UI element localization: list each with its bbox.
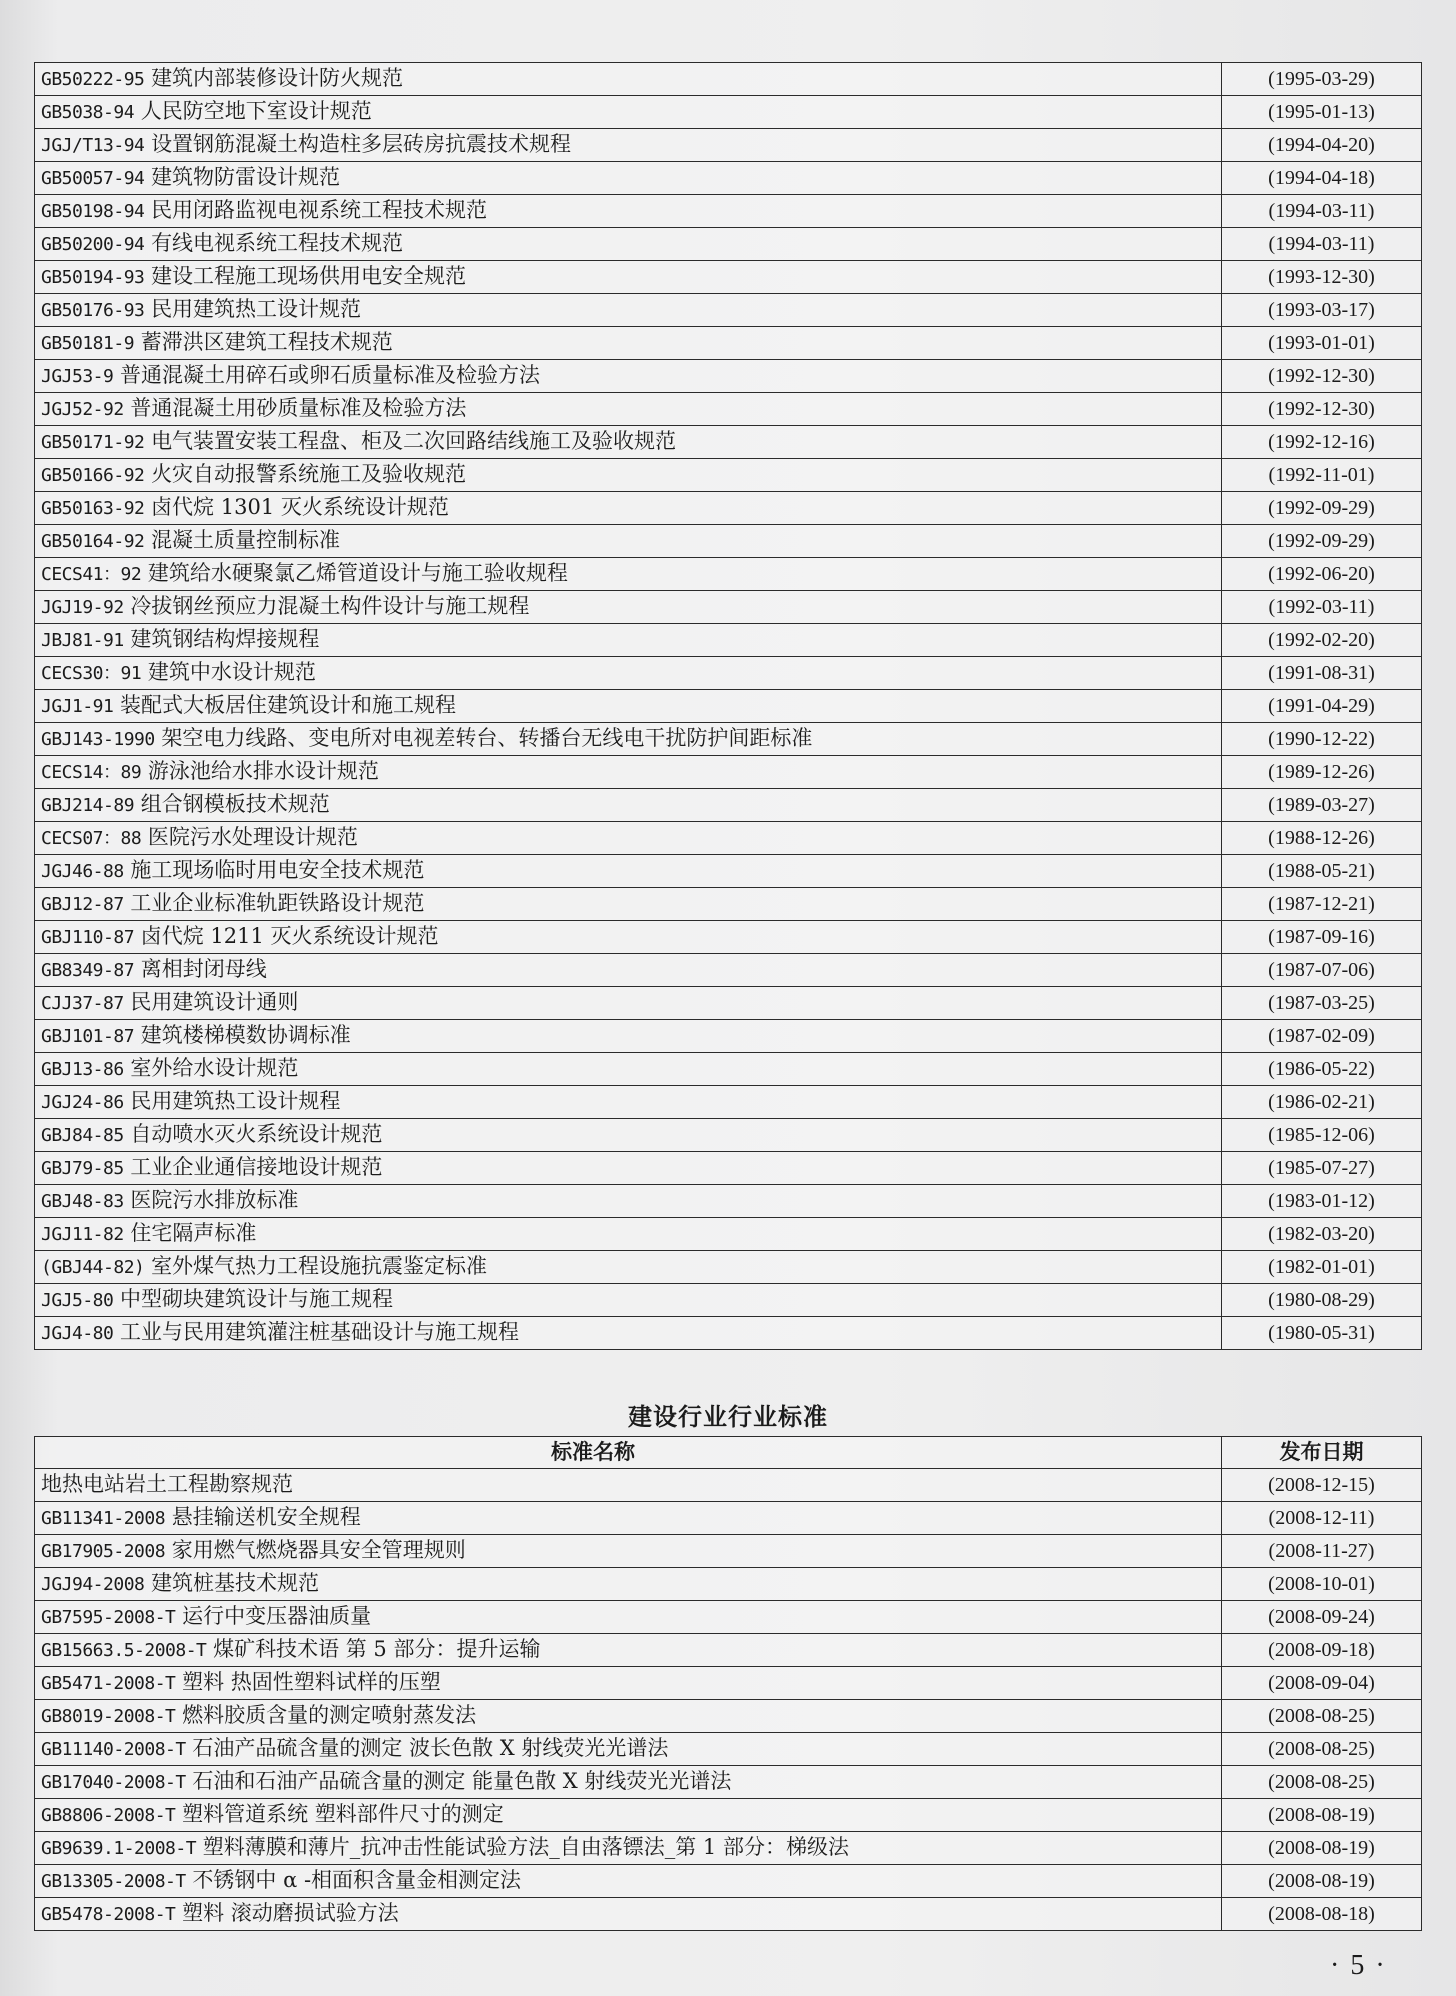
table-row xyxy=(35,921,1422,954)
publish-date: (1993-12-30) xyxy=(1222,261,1422,294)
standard-name-cell xyxy=(35,129,1222,162)
standard-code: GBJ12-87 xyxy=(41,894,124,915)
publish-date: (1986-02-21) xyxy=(1222,1086,1422,1119)
standard-name-cell xyxy=(35,1799,1222,1832)
publish-date: (1987-07-06) xyxy=(1222,954,1422,987)
publish-date: (1992-09-29) xyxy=(1222,492,1422,525)
header-standard-name: 标准名称 xyxy=(35,1437,1222,1469)
table-row xyxy=(35,1053,1422,1086)
standard-code: JGJ11-82 xyxy=(41,1224,124,1245)
standard-title: 建筑中水设计规范 xyxy=(147,660,316,684)
table-row xyxy=(35,426,1422,459)
table-row xyxy=(35,1469,1422,1502)
standard-name-cell xyxy=(35,1251,1222,1284)
standard-name-cell xyxy=(35,492,1222,525)
standard-code: GB9639.1-2008-T xyxy=(41,1838,197,1859)
table-row xyxy=(35,1766,1422,1799)
standard-name-cell xyxy=(35,822,1222,855)
publish-date: (1992-09-29) xyxy=(1222,525,1422,558)
standard-name-cell xyxy=(35,1898,1222,1931)
standard-name-cell xyxy=(35,459,1222,492)
publish-date: (2008-12-11) xyxy=(1222,1502,1422,1535)
standard-code: GB50171-92 xyxy=(41,432,145,453)
standard-title: 室外煤气热力工程设施抗震鉴定标准 xyxy=(151,1254,488,1278)
standard-code: GB8806-2008-T xyxy=(41,1805,176,1826)
standard-code: JGJ24-86 xyxy=(41,1092,124,1113)
publish-date: (1982-03-20) xyxy=(1222,1218,1422,1251)
publish-date: (1988-05-21) xyxy=(1222,855,1422,888)
standard-name-cell xyxy=(35,1119,1222,1152)
table-row xyxy=(35,1502,1422,1535)
standard-title: 工业企业通信接地设计规范 xyxy=(130,1155,383,1179)
standard-name-cell xyxy=(35,1766,1222,1799)
standard-title: 燃料胶质含量的测定喷射蒸发法 xyxy=(182,1703,477,1727)
publish-date: (1988-12-26) xyxy=(1222,822,1422,855)
standard-title: 民用建筑热工设计规程 xyxy=(130,1089,341,1113)
standard-title: 电气装置安装工程盘、柜及二次回路结线施工及验收规范 xyxy=(151,429,677,453)
standard-title: 游泳池给水排水设计规范 xyxy=(147,759,379,783)
standard-title: 运行中变压器油质量 xyxy=(182,1604,372,1628)
standard-title: 冷拔钢丝预应力混凝土构件设计与施工规程 xyxy=(130,594,530,618)
standard-name-cell xyxy=(35,1152,1222,1185)
standard-name-cell xyxy=(35,591,1222,624)
standard-title: 塑料 热固性塑料试样的压塑 xyxy=(182,1670,441,1694)
table-row xyxy=(35,228,1422,261)
standard-code: GB50057-94 xyxy=(41,168,145,189)
table-row xyxy=(35,129,1422,162)
standard-name-cell xyxy=(35,393,1222,426)
standard-code: GB50198-94 xyxy=(41,201,145,222)
standard-title: 蓄滞洪区建筑工程技术规范 xyxy=(140,330,393,354)
table-row xyxy=(35,1152,1422,1185)
standard-title: 地热电站岩土工程勘察规范 xyxy=(41,1472,293,1496)
standard-name-cell xyxy=(35,63,1222,96)
standard-title: 组合钢模板技术规范 xyxy=(140,792,330,816)
standard-name-cell xyxy=(35,96,1222,129)
standard-code: GB8349-87 xyxy=(41,960,135,981)
standard-code: CECS41：92 xyxy=(41,564,142,585)
standard-title: 工业与民用建筑灌注桩基础设计与施工规程 xyxy=(120,1320,520,1344)
standard-code: GB11341-2008 xyxy=(41,1508,166,1529)
standard-name-cell xyxy=(35,162,1222,195)
table-row xyxy=(35,162,1422,195)
table-row xyxy=(35,1284,1422,1317)
publish-date: (1995-01-13) xyxy=(1222,96,1422,129)
standard-code: GB50222-95 xyxy=(41,69,145,90)
standard-name-cell xyxy=(35,723,1222,756)
publish-date: (1987-09-16) xyxy=(1222,921,1422,954)
standards-table-national xyxy=(34,62,1422,1350)
publish-date: (1992-12-16) xyxy=(1222,426,1422,459)
standard-title: 自动喷水灭火系统设计规范 xyxy=(130,1122,383,1146)
standard-code: GBJ79-85 xyxy=(41,1158,124,1179)
standard-code: GBJ48-83 xyxy=(41,1191,124,1212)
publish-date: (1992-03-11) xyxy=(1222,591,1422,624)
publish-date: (1992-12-30) xyxy=(1222,360,1422,393)
table-row xyxy=(35,1317,1422,1350)
standard-title: 普通混凝土用碎石或卵石质量标准及检验方法 xyxy=(120,363,541,387)
standard-title: 建筑物防雷设计规范 xyxy=(151,165,341,189)
standard-code: JGJ5-80 xyxy=(41,1290,114,1311)
publish-date: (1994-04-20) xyxy=(1222,129,1422,162)
standard-name-cell xyxy=(35,888,1222,921)
standard-name-cell xyxy=(35,657,1222,690)
table-row xyxy=(35,1535,1422,1568)
publish-date: (1994-04-18) xyxy=(1222,162,1422,195)
standard-code: GB50164-92 xyxy=(41,531,145,552)
standard-title: 卤代烷 1211 灭火系统设计规范 xyxy=(140,924,439,948)
table-row xyxy=(35,96,1422,129)
table-header-row xyxy=(35,1437,1422,1469)
standard-name-cell xyxy=(35,789,1222,822)
publish-date: (1995-03-29) xyxy=(1222,63,1422,96)
table-row xyxy=(35,1020,1422,1053)
standard-title: 装配式大板居住建筑设计和施工规程 xyxy=(120,693,457,717)
standard-title: 建筑钢结构焊接规程 xyxy=(130,627,320,651)
publish-date: (1983-01-12) xyxy=(1222,1185,1422,1218)
table-row xyxy=(35,690,1422,723)
standard-code: CECS07：88 xyxy=(41,828,142,849)
standard-title: 建筑楼梯模数协调标准 xyxy=(140,1023,351,1047)
standard-title: 人民防空地下室设计规范 xyxy=(140,99,372,123)
standard-code: GB50163-92 xyxy=(41,498,145,519)
standard-title: 民用闭路监视电视系统工程技术规范 xyxy=(151,198,488,222)
publish-date: (1989-12-26) xyxy=(1222,756,1422,789)
standard-code: GBJ84-85 xyxy=(41,1125,124,1146)
standard-title: 塑料管道系统 塑料部件尺寸的测定 xyxy=(182,1802,504,1826)
publish-date: (2008-08-19) xyxy=(1222,1865,1422,1898)
standard-title: 火灾自动报警系统施工及验收规范 xyxy=(151,462,467,486)
standard-code: JGJ4-80 xyxy=(41,1323,114,1344)
standard-code: CECS30：91 xyxy=(41,663,142,684)
publish-date: (1985-12-06) xyxy=(1222,1119,1422,1152)
publish-date: (1985-07-27) xyxy=(1222,1152,1422,1185)
standard-name-cell xyxy=(35,426,1222,459)
standard-name-cell xyxy=(35,921,1222,954)
standards-table-body xyxy=(35,1437,1422,1931)
publish-date: (1986-05-22) xyxy=(1222,1053,1422,1086)
standard-code: GB15663.5-2008-T xyxy=(41,1640,207,1661)
standard-code: GB50194-93 xyxy=(41,267,145,288)
publish-date: (2008-10-01) xyxy=(1222,1568,1422,1601)
standard-title: 施工现场临时用电安全技术规范 xyxy=(130,858,425,882)
publish-date: (1991-04-29) xyxy=(1222,690,1422,723)
publish-date: (2008-11-27) xyxy=(1222,1535,1422,1568)
standard-title: 架空电力线路、变电所对电视差转台、转播台无线电干扰防护间距标准 xyxy=(161,726,813,750)
standard-title: 中型砌块建筑设计与施工规程 xyxy=(120,1287,394,1311)
table-row xyxy=(35,393,1422,426)
standard-name-cell xyxy=(35,756,1222,789)
standard-name-cell xyxy=(35,1218,1222,1251)
standard-name-cell xyxy=(35,195,1222,228)
publish-date: (2008-08-25) xyxy=(1222,1733,1422,1766)
standard-code: JGJ46-88 xyxy=(41,861,124,882)
standard-code: GBJ143-1990 xyxy=(41,729,155,750)
publish-date: (1990-12-22) xyxy=(1222,723,1422,756)
standard-code: GB11140-2008-T xyxy=(41,1739,186,1760)
table-row xyxy=(35,1667,1422,1700)
standard-title: 建筑内部装修设计防火规范 xyxy=(151,66,404,90)
standard-title: 住宅隔声标准 xyxy=(130,1221,257,1245)
table-row xyxy=(35,822,1422,855)
publish-date: (1991-08-31) xyxy=(1222,657,1422,690)
standard-name-cell xyxy=(35,690,1222,723)
table-row xyxy=(35,1865,1422,1898)
standard-code: JGJ/T13-94 xyxy=(41,135,145,156)
standard-code: GB50200-94 xyxy=(41,234,145,255)
standard-code: GB50166-92 xyxy=(41,465,145,486)
standard-title: 卤代烷 1301 灭火系统设计规范 xyxy=(151,495,449,519)
standard-name-cell xyxy=(35,1502,1222,1535)
standard-name-cell xyxy=(35,1865,1222,1898)
table-row xyxy=(35,63,1422,96)
standard-name-cell xyxy=(35,1700,1222,1733)
publish-date: (1980-05-31) xyxy=(1222,1317,1422,1350)
standard-name-cell xyxy=(35,1832,1222,1865)
standard-name-cell xyxy=(35,1733,1222,1766)
publish-date: (2008-08-19) xyxy=(1222,1799,1422,1832)
standard-name-cell xyxy=(35,1086,1222,1119)
publish-date: (1982-01-01) xyxy=(1222,1251,1422,1284)
table-row xyxy=(35,756,1422,789)
standard-code: JGJ94-2008 xyxy=(41,1574,145,1595)
standard-title: 普通混凝土用砂质量标准及检验方法 xyxy=(130,396,467,420)
table-row xyxy=(35,327,1422,360)
table-row xyxy=(35,1898,1422,1931)
standard-code: GB5038-94 xyxy=(41,102,135,123)
standard-name-cell xyxy=(35,327,1222,360)
standard-code: CJJ37-87 xyxy=(41,993,124,1014)
table-row xyxy=(35,1601,1422,1634)
standard-title: 民用建筑设计通则 xyxy=(130,990,299,1014)
standard-name-cell xyxy=(35,954,1222,987)
standard-code: GB17040-2008-T xyxy=(41,1772,186,1793)
standard-code: GB13305-2008-T xyxy=(41,1871,186,1892)
standards-table-body xyxy=(35,63,1422,1350)
standard-name-cell xyxy=(35,261,1222,294)
standard-code: GB8019-2008-T xyxy=(41,1706,176,1727)
publish-date: (2008-09-04) xyxy=(1222,1667,1422,1700)
standard-code: GB17905-2008 xyxy=(41,1541,166,1562)
standard-name-cell xyxy=(35,1568,1222,1601)
table-row xyxy=(35,591,1422,624)
standards-table-industry xyxy=(34,1436,1422,1931)
table-row xyxy=(35,492,1422,525)
table-row xyxy=(35,1832,1422,1865)
table-row xyxy=(35,558,1422,591)
standard-title: 民用建筑热工设计规范 xyxy=(151,297,362,321)
standard-title: 建设工程施工现场供用电安全规范 xyxy=(151,264,467,288)
table-row xyxy=(35,1568,1422,1601)
standard-code: GB50176-93 xyxy=(41,300,145,321)
publish-date: (2008-08-25) xyxy=(1222,1700,1422,1733)
standard-title: 医院污水处理设计规范 xyxy=(147,825,358,849)
table-row xyxy=(35,723,1422,756)
publish-date: (2008-09-24) xyxy=(1222,1601,1422,1634)
table-row xyxy=(35,1251,1422,1284)
publish-date: (2008-08-18) xyxy=(1222,1898,1422,1931)
publish-date: (1987-02-09) xyxy=(1222,1020,1422,1053)
standard-name-cell xyxy=(35,1185,1222,1218)
table-row xyxy=(35,525,1422,558)
standard-title: 家用燃气燃烧器具安全管理规则 xyxy=(171,1538,466,1562)
standard-code: GBJ110-87 xyxy=(41,927,135,948)
standard-title: 塑料薄膜和薄片_抗冲击性能试验方法_自由落镖法_第 1 部分：梯级法 xyxy=(202,1835,849,1859)
table-row xyxy=(35,789,1422,822)
standard-name-cell xyxy=(35,987,1222,1020)
publish-date: (1994-03-11) xyxy=(1222,195,1422,228)
table-row xyxy=(35,1119,1422,1152)
standard-name-cell xyxy=(35,525,1222,558)
publish-date: (2008-08-19) xyxy=(1222,1832,1422,1865)
section-title: 建设行业行业标准 xyxy=(628,1403,828,1431)
standard-code: GB5478-2008-T xyxy=(41,1904,176,1925)
standard-name-cell xyxy=(35,1284,1222,1317)
table-row xyxy=(35,1634,1422,1667)
standard-code: JGJ53-9 xyxy=(41,366,114,387)
standard-name-cell xyxy=(35,1020,1222,1053)
publish-date: (1992-12-30) xyxy=(1222,393,1422,426)
standard-title: 工业企业标准轨距铁路设计规范 xyxy=(130,891,425,915)
publish-date: (2008-09-18) xyxy=(1222,1634,1422,1667)
standard-title: 塑料 滚动磨损试验方法 xyxy=(182,1901,399,1925)
publish-date: (1987-03-25) xyxy=(1222,987,1422,1020)
publish-date: (1993-01-01) xyxy=(1222,327,1422,360)
table-row xyxy=(35,1218,1422,1251)
publish-date: (1987-12-21) xyxy=(1222,888,1422,921)
standard-code: CECS14：89 xyxy=(41,762,142,783)
standard-code: GB5471-2008-T xyxy=(41,1673,176,1694)
standard-code: GB50181-9 xyxy=(41,333,135,354)
standard-code: JGJ19-92 xyxy=(41,597,124,618)
table-row xyxy=(35,1700,1422,1733)
table-row xyxy=(35,954,1422,987)
table-row xyxy=(35,195,1422,228)
standard-code: GBJ13-86 xyxy=(41,1059,124,1080)
table-row xyxy=(35,888,1422,921)
standard-name-cell xyxy=(35,360,1222,393)
standard-code: JBJ81-91 xyxy=(41,630,124,651)
standard-name-cell xyxy=(35,1469,1222,1502)
standard-name-cell xyxy=(35,1317,1222,1350)
standard-title: 混凝土质量控制标准 xyxy=(151,528,341,552)
standard-title: 石油和石油产品硫含量的测定 能量色散 X 射线荧光光谱法 xyxy=(192,1769,732,1793)
table-row xyxy=(35,1799,1422,1832)
table-row xyxy=(35,624,1422,657)
publish-date: (2008-08-25) xyxy=(1222,1766,1422,1799)
table-row xyxy=(35,360,1422,393)
standard-title: 室外给水设计规范 xyxy=(130,1056,299,1080)
standard-name-cell xyxy=(35,855,1222,888)
publish-date: (1992-11-01) xyxy=(1222,459,1422,492)
publish-date: (1989-03-27) xyxy=(1222,789,1422,822)
publish-date: (1980-08-29) xyxy=(1222,1284,1422,1317)
standard-name-cell xyxy=(35,1634,1222,1667)
standard-name-cell xyxy=(35,1053,1222,1086)
standard-title: 建筑给水硬聚氯乙烯管道设计与施工验收规程 xyxy=(147,561,568,585)
standard-name-cell xyxy=(35,1667,1222,1700)
standard-title: 建筑桩基技术规范 xyxy=(151,1571,320,1595)
standard-title: 设置钢筋混凝土构造柱多层砖房抗震技术规程 xyxy=(151,132,572,156)
table-row xyxy=(35,1185,1422,1218)
header-publish-date: 发布日期 xyxy=(1222,1437,1422,1469)
table-row xyxy=(35,657,1422,690)
standard-code: (GBJ44-82) xyxy=(41,1257,145,1278)
standard-code: GB7595-2008-T xyxy=(41,1607,176,1628)
standard-title: 不锈钢中 α -相面积含量金相测定法 xyxy=(192,1868,522,1892)
standard-name-cell xyxy=(35,1601,1222,1634)
standard-code: JGJ1-91 xyxy=(41,696,114,717)
standard-title: 有线电视系统工程技术规范 xyxy=(151,231,404,255)
standard-title: 煤矿科技术语 第 5 部分：提升运输 xyxy=(213,1637,541,1661)
standard-name-cell xyxy=(35,1535,1222,1568)
standard-title: 悬挂输送机安全规程 xyxy=(171,1505,361,1529)
standard-title: 离相封闭母线 xyxy=(140,957,267,981)
table-row xyxy=(35,987,1422,1020)
table-row xyxy=(35,261,1422,294)
standard-code: GBJ214-89 xyxy=(41,795,135,816)
standard-name-cell xyxy=(35,228,1222,261)
publish-date: (1992-06-20) xyxy=(1222,558,1422,591)
standard-title: 医院污水排放标准 xyxy=(130,1188,299,1212)
table-row xyxy=(35,1733,1422,1766)
standard-code: JGJ52-92 xyxy=(41,399,124,420)
publish-date: (1993-03-17) xyxy=(1222,294,1422,327)
publish-date: (1994-03-11) xyxy=(1222,228,1422,261)
table-row xyxy=(35,294,1422,327)
page-number: · 5 · xyxy=(1330,1950,1387,1981)
table-row xyxy=(35,459,1422,492)
publish-date: (1992-02-20) xyxy=(1222,624,1422,657)
table-row xyxy=(35,1086,1422,1119)
publish-date: (2008-12-15) xyxy=(1222,1469,1422,1502)
standard-title: 石油产品硫含量的测定 波长色散 X 射线荧光光谱法 xyxy=(192,1736,669,1760)
standard-code: GBJ101-87 xyxy=(41,1026,135,1047)
standard-name-cell xyxy=(35,624,1222,657)
standard-name-cell xyxy=(35,294,1222,327)
table-row xyxy=(35,855,1422,888)
standard-name-cell xyxy=(35,558,1222,591)
